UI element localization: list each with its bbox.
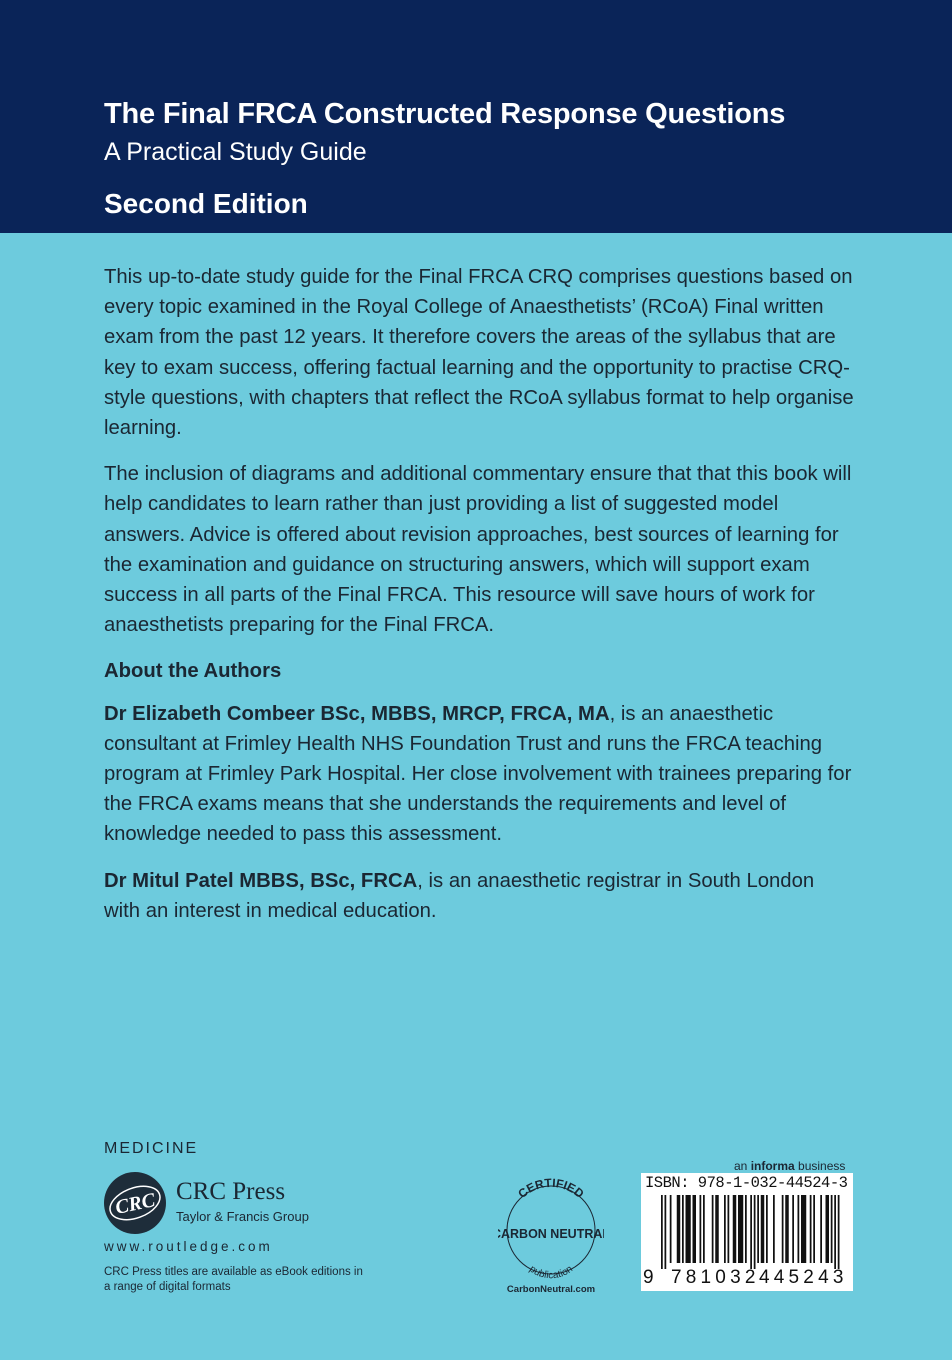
informa-business xyxy=(734,1159,845,1173)
carbon-site-text: CarbonNeutral.com xyxy=(506,1284,596,1295)
cover-header xyxy=(0,0,952,233)
book-edition: Second Edition xyxy=(104,188,308,219)
carbon-neutral-logo xyxy=(498,1178,604,1298)
barcode-bar xyxy=(831,1195,833,1263)
carbon-neutral-text: ARBON NEUTRA xyxy=(500,1227,603,1241)
barcode-bar xyxy=(715,1195,719,1263)
author-2-bio xyxy=(104,866,854,926)
crc-logo xyxy=(104,1172,166,1234)
barcode-first-digit: 9 xyxy=(643,1267,654,1288)
barcode-bar xyxy=(745,1195,747,1263)
author-1-text: , is an anaesthetic consultant at Frimley Health NHS Foundation Trust and runs the FRCA teaching program at Frimley Park Hospital. Her close involvement with trainees preparing for the FRCA exams means that she understands the requirements and level of knowledge needed to pass this assessment. xyxy=(104,702,852,846)
barcode-bar xyxy=(838,1195,840,1269)
barcode-bar xyxy=(785,1195,789,1263)
barcode-bar xyxy=(820,1195,822,1263)
ebook-note: CRC Press titles are available as eBook editions in a range of digital formats xyxy=(104,1266,363,1293)
author-2-text: , is an anaesthetic registrar in South London with an interest in medical education. xyxy=(104,869,815,922)
barcode-bar xyxy=(798,1195,800,1263)
barcode-bar xyxy=(682,1195,684,1263)
barcode-bar xyxy=(773,1195,775,1263)
barcode-bar xyxy=(703,1195,705,1263)
carbon-publication-text: publication xyxy=(527,1263,575,1282)
svg-text:publication xyxy=(527,1264,575,1282)
author-1-name: Dr Elizabeth Combeer BSc, MBBS, MRCP, FRCA, MA xyxy=(104,702,610,725)
barcode-bar xyxy=(826,1195,830,1263)
barcode-bar xyxy=(670,1195,672,1263)
barcode-bar xyxy=(712,1195,714,1263)
blurb xyxy=(104,262,854,942)
barcode-bar xyxy=(661,1195,663,1269)
barcode-bars xyxy=(641,1195,853,1271)
barcode-right-digits: 445243 xyxy=(759,1267,848,1288)
about-authors-heading: About the Authors xyxy=(104,660,282,683)
publisher-name: CRC Press xyxy=(176,1178,286,1205)
barcode-bar xyxy=(761,1195,765,1263)
barcode-bar xyxy=(754,1195,756,1269)
book-subtitle: A Practical Study Guide xyxy=(104,138,367,166)
barcode-bar xyxy=(792,1195,794,1263)
informa-suffix: business xyxy=(794,1159,846,1173)
isbn-label: ISBN: 978-1-032-44524-3 xyxy=(645,1174,848,1192)
publisher-group: Taylor & Francis Group xyxy=(176,1209,309,1224)
crc-logo-text: CRC xyxy=(113,1189,158,1219)
barcode-bar xyxy=(810,1195,812,1263)
barcode-bar xyxy=(686,1195,691,1263)
barcode-bar xyxy=(766,1195,768,1263)
barcode-left-digits: 781032 xyxy=(671,1267,760,1288)
barcode-bar xyxy=(733,1195,737,1263)
informa-prefix: an xyxy=(734,1159,751,1173)
isbn-barcode xyxy=(641,1173,853,1291)
author-2-name: Dr Mitul Patel MBBS, BSc, FRCA xyxy=(104,869,418,892)
blurb-paragraph-2: The inclusion of diagrams and additional commentary ensure that that this book will help candidates to learn rather than just providing a list of suggested model answers. Advice is offered about revision approaches, best sources of learning for the examination and guidance on structuring answers, which will support exam success in all parts of the Final FRCA. This resource will save hours of work for anaesthetists preparing for the Final FRCA. xyxy=(104,463,852,637)
book-title: The Final FRCA Constructed Response Questions xyxy=(104,98,786,130)
barcode-bar xyxy=(801,1195,806,1263)
author-1-bio xyxy=(104,699,854,850)
barcode-bar xyxy=(757,1195,759,1263)
barcode-bar xyxy=(813,1195,815,1263)
barcode-bar xyxy=(728,1195,730,1263)
barcode-bar xyxy=(750,1195,752,1269)
svg-text:CERTIFIED xyxy=(515,1178,587,1201)
carbon-certified-text: CERTIFIED xyxy=(515,1178,587,1201)
barcode-bar xyxy=(677,1195,681,1263)
barcode-bar xyxy=(665,1195,667,1269)
informa-bold: informa xyxy=(750,1159,795,1173)
blurb-paragraph-1: This up-to-date study guide for the Final FRCA CRQ comprises questions based on every topic examined in the Royal College of Anaesthetists’ (RCoA) Final written exam from the past 12 years. It therefore covers the areas of the syllabus that are key to exam success, offering factual learning and the opportunity to practise CRQ-style questions, with chapters that reflect the RCoA syllabus format to help organise learning. xyxy=(104,266,854,440)
barcode-bar xyxy=(782,1195,784,1263)
barcode-bar xyxy=(700,1195,702,1263)
publisher-website: www.routledge.com xyxy=(104,1239,273,1254)
barcode-bar xyxy=(693,1195,697,1263)
category-label: MEDICINE xyxy=(104,1140,199,1157)
barcode-bar xyxy=(724,1195,726,1263)
barcode-bar xyxy=(738,1195,743,1263)
barcode-bar xyxy=(834,1195,836,1269)
